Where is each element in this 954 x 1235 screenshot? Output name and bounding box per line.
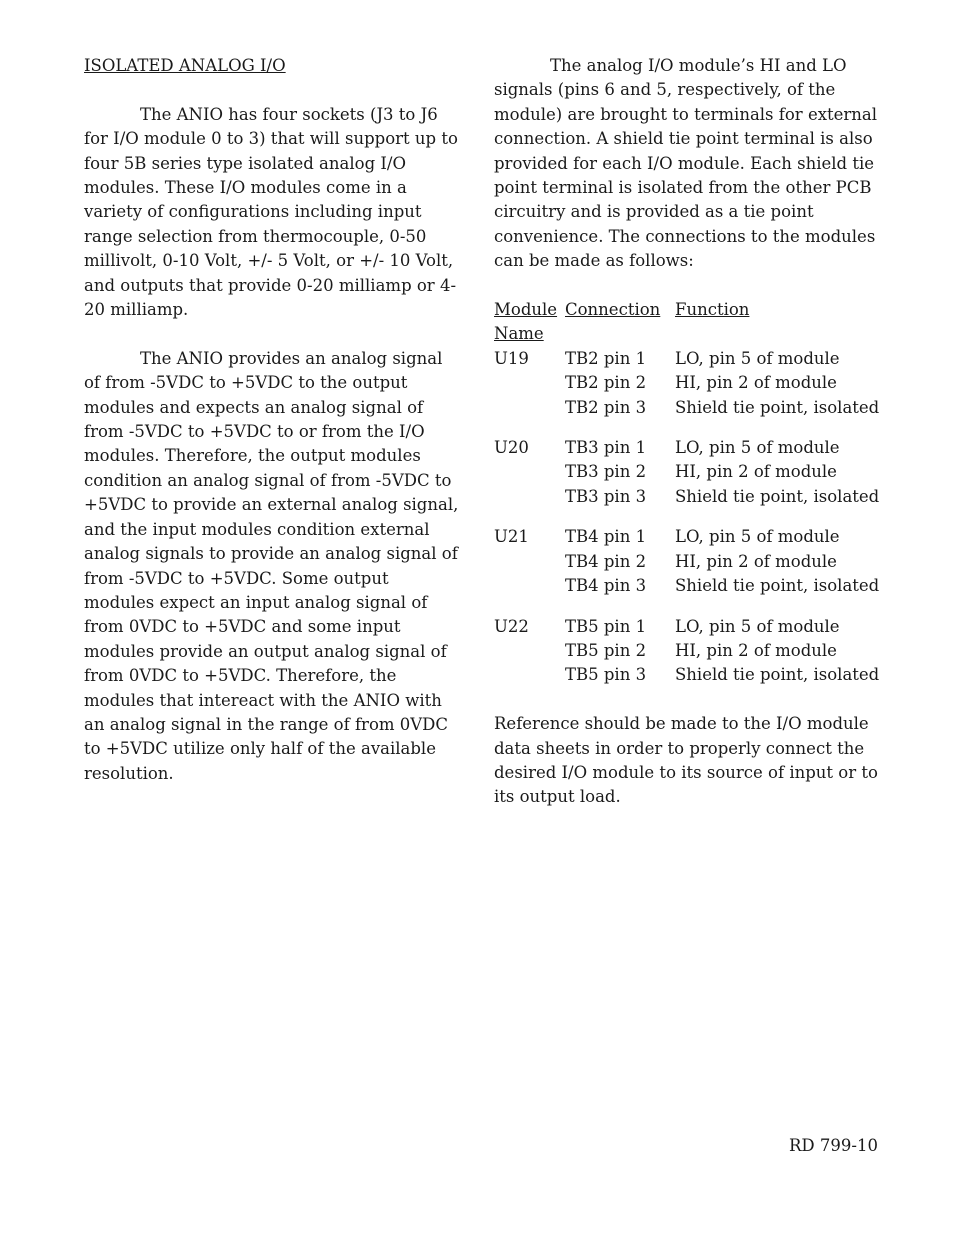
connection-cell: TB5 pin 1 — [565, 616, 647, 636]
paragraph-analog-signal: The ANIO provides an analog signal of from -5VDC to +5VDC to the output modules and expects an analog signal of from -5VDC to +5VDC to or from the I/O modules. Therefore, the output modules condition an analog signal of from -5VDC to +5VDC to provide an external analog signal, and the input modules condition external analog signals to provide an analog signal of from -5VDC to +5VDC. Some output modules expect an input analog signal of from 0VDC to +5VDC and some input modules provide an output analog signal of from 0VDC to +5VDC. Therefore, the modules that intereact with the ANIO with an analog signal in the range of from 0VDC to +5VDC utilize only half of the available resolution. — [84, 348, 459, 783]
group-spacer — [494, 420, 886, 436]
table-row — [494, 550, 886, 574]
module-name-cell — [494, 460, 565, 484]
paragraph-sockets: The ANIO has four sockets (J3 to J6 for I/O module 0 to 3) that will support up to four 5B series type isolated analog I/O modules. These I/O modules come in a variety of configurations including input range selection from thermocouple, 0-50 millivolt, 0-10 Volt, +/- 5 Volt, or +/- 10 Volt, and outputs that provide 0-20 milliamp or 4-20 milliamp. — [84, 104, 458, 320]
module-name-cell — [494, 639, 565, 663]
function-cell: LO, pin 5 of module — [675, 527, 840, 547]
header-function: Function — [675, 300, 750, 320]
module-name-cell: U22 — [494, 616, 529, 636]
connection-cell: TB2 pin 1 — [565, 348, 647, 368]
function-cell: HI, pin 2 of module — [675, 551, 837, 571]
group-spacer — [494, 599, 886, 615]
module-name-cell — [494, 485, 565, 509]
table-row — [494, 639, 886, 663]
table-row — [494, 436, 886, 460]
module-name-cell: U19 — [494, 348, 529, 368]
left-column — [84, 54, 460, 786]
function-cell: Shield tie point, isolated — [675, 665, 880, 685]
module-name-cell — [494, 396, 565, 420]
connection-cell: TB2 pin 2 — [565, 373, 647, 393]
function-cell: LO, pin 5 of module — [675, 616, 840, 636]
function-cell: HI, pin 2 of module — [675, 373, 837, 393]
table-row — [494, 663, 886, 687]
function-cell: Shield tie point, isolated — [675, 397, 880, 417]
table-row — [494, 525, 886, 549]
connection-table — [494, 298, 886, 688]
table-row — [494, 371, 886, 395]
connection-cell: TB2 pin 3 — [565, 397, 647, 417]
connection-cell: TB5 pin 2 — [565, 640, 647, 660]
module-name-cell: U21 — [494, 527, 529, 547]
connection-cell: TB4 pin 2 — [565, 551, 647, 571]
paragraph-reference: Reference should be made to the I/O module data sheets in order to properly connect the desired I/O module to its source of input or to its output load. — [494, 714, 878, 807]
right-column — [494, 54, 886, 810]
module-name-cell — [494, 371, 565, 395]
table-body — [494, 347, 886, 688]
table-header-row-2 — [494, 322, 886, 346]
table-row — [494, 615, 886, 639]
table-row — [494, 460, 886, 484]
function-cell: Shield tie point, isolated — [675, 486, 880, 506]
header-module-name: Name — [494, 324, 544, 344]
header-connection: Connection — [565, 300, 661, 320]
connection-cell: TB5 pin 3 — [565, 665, 647, 685]
table-header-row — [494, 298, 886, 322]
module-name-cell: U20 — [494, 438, 529, 458]
function-cell: LO, pin 5 of module — [675, 438, 840, 458]
connection-cell: TB4 pin 3 — [565, 576, 647, 596]
function-cell: HI, pin 2 of module — [675, 640, 837, 660]
function-cell: LO, pin 5 of module — [675, 348, 840, 368]
module-name-cell — [494, 550, 565, 574]
module-name-cell — [494, 663, 565, 687]
function-cell: Shield tie point, isolated — [675, 576, 880, 596]
table-row — [494, 347, 886, 371]
function-cell: HI, pin 2 of module — [675, 462, 837, 482]
group-spacer — [494, 509, 886, 525]
page-number: RD 799-10 — [789, 1136, 878, 1155]
module-name-cell — [494, 574, 565, 598]
connection-cell: TB3 pin 2 — [565, 462, 647, 482]
section-heading: ISOLATED ANALOG I/O — [84, 56, 286, 75]
table-row — [494, 574, 886, 598]
table-row — [494, 396, 886, 420]
connection-cell: TB3 pin 3 — [565, 486, 647, 506]
connection-cell: TB3 pin 1 — [565, 438, 647, 458]
paragraph-connections-intro: The analog I/O module’s HI and LO signals (pins 6 and 5, respectively, of the module) are brought to terminals for external connection. A shield tie point terminal is also provided for each I/O module. Each shield tie point terminal is isolated from the other PCB circuitry and is provided as a tie point convenience. The connections to the modules can be made as follows: — [494, 56, 878, 271]
connection-cell: TB4 pin 1 — [565, 527, 647, 547]
table-row — [494, 485, 886, 509]
header-module: Module — [494, 300, 558, 320]
